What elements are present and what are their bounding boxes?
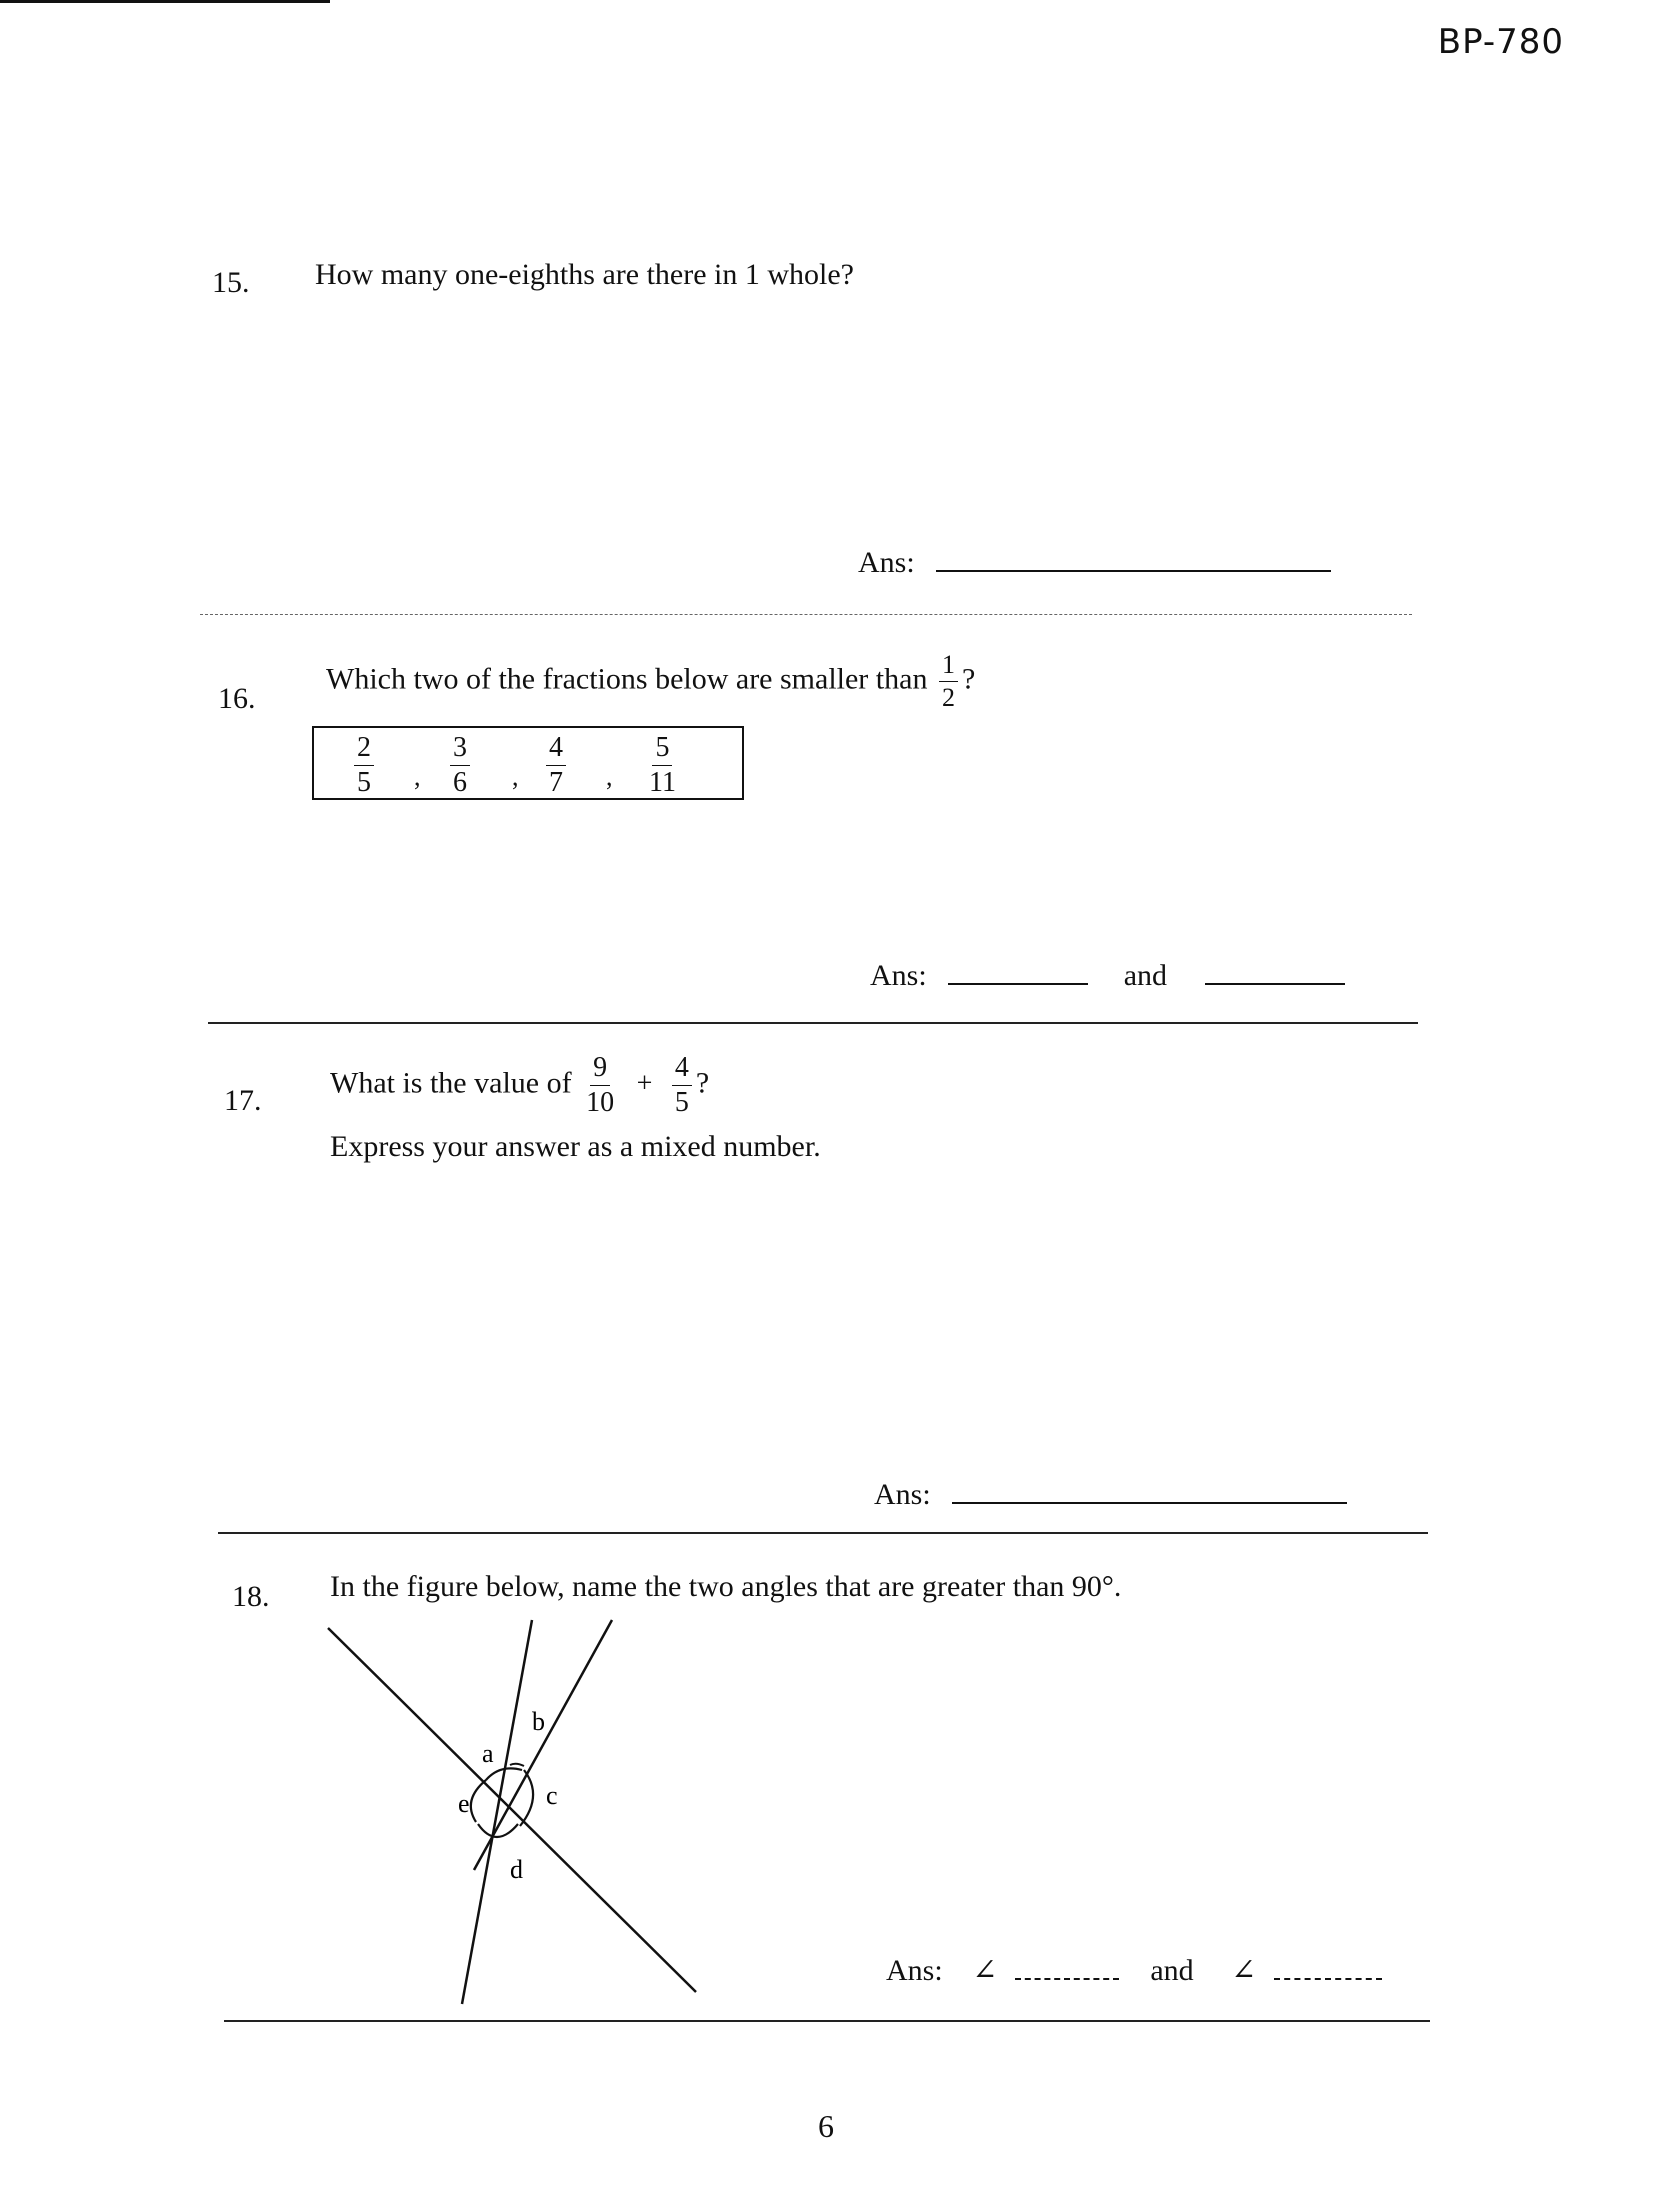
fraction-numerator: 5 bbox=[652, 734, 672, 766]
fraction-b: $\frac{4}{5}$ bbox=[672, 1054, 692, 1117]
question-16-answer bbox=[870, 955, 1345, 993]
angle-icon: ∠ bbox=[1231, 1954, 1257, 1987]
answer-label: Ans: bbox=[870, 959, 927, 992]
label-a: a bbox=[482, 1739, 494, 1768]
label-d: d bbox=[510, 1855, 523, 1884]
label-c: c bbox=[546, 1781, 558, 1810]
question-15-text: How many one-eighths are there in 1 whole? bbox=[315, 258, 854, 291]
divider bbox=[218, 1532, 1428, 1534]
plus-operator: + bbox=[636, 1068, 653, 1100]
divider bbox=[200, 614, 1412, 615]
fraction-numerator: 4 bbox=[546, 734, 566, 766]
fraction-item bbox=[642, 734, 683, 797]
question-17-answer bbox=[874, 1474, 1347, 1512]
fraction-item bbox=[542, 734, 570, 797]
question-16-stem: Which two of the fractions below are smaller than bbox=[326, 662, 928, 696]
answer-blank[interactable] bbox=[952, 1474, 1347, 1504]
answer-blank-1[interactable] bbox=[1015, 1950, 1119, 1980]
answer-label: Ans: bbox=[858, 546, 915, 579]
comma: , bbox=[512, 762, 519, 791]
question-17-text bbox=[330, 1054, 709, 1117]
line-1 bbox=[328, 1628, 696, 1992]
question-18-text: In the figure below, name the two angles that are greater than 90°. bbox=[330, 1570, 1122, 1603]
question-17-instruction: Express your answer as a mixed number. bbox=[330, 1130, 821, 1163]
paper-code: BP-780 bbox=[1437, 22, 1564, 62]
fraction-a: $\frac{9}{10}$ bbox=[586, 1052, 615, 1118]
question-18-number: 18. bbox=[232, 1580, 270, 1613]
angles-figure bbox=[300, 1600, 760, 2020]
fraction-denominator: 6 bbox=[453, 767, 467, 798]
comma: , bbox=[606, 762, 613, 791]
angle-icon: ∠ bbox=[972, 1954, 998, 1987]
arc-b bbox=[510, 1764, 524, 1766]
question-16-text bbox=[326, 652, 975, 711]
label-b: b bbox=[532, 1707, 545, 1736]
fraction-item bbox=[446, 734, 474, 797]
and-connector: and bbox=[1150, 1954, 1194, 1987]
fraction-numerator: 3 bbox=[450, 734, 470, 766]
arc-c bbox=[520, 1770, 533, 1826]
question-17-number: 17. bbox=[224, 1084, 262, 1117]
question-15-number: 15. bbox=[212, 266, 250, 299]
answer-blank-1[interactable] bbox=[948, 955, 1088, 985]
label-e: e bbox=[458, 1789, 470, 1818]
comma: , bbox=[414, 762, 421, 791]
question-16-number: 16. bbox=[218, 682, 256, 715]
question-18-answer bbox=[886, 1950, 1382, 1988]
line-3 bbox=[474, 1620, 612, 1870]
answer-blank-2[interactable] bbox=[1205, 955, 1345, 985]
divider bbox=[224, 2020, 1430, 2022]
answer-blank[interactable] bbox=[936, 542, 1331, 572]
fraction-denominator: 5 bbox=[357, 767, 371, 798]
arc-e bbox=[471, 1780, 486, 1822]
half-fraction: $\frac{1}{2}$ bbox=[939, 652, 958, 711]
and-connector: and bbox=[1123, 959, 1168, 992]
question-mark: ? bbox=[961, 662, 976, 696]
fraction-denominator: 7 bbox=[549, 767, 563, 798]
fraction-item bbox=[350, 734, 378, 797]
question-mark: ? bbox=[695, 1066, 710, 1100]
page-number: 6 bbox=[818, 2108, 834, 2144]
top-edge-line bbox=[0, 0, 330, 3]
fraction-numerator: 2 bbox=[354, 734, 374, 766]
fractions-box bbox=[312, 726, 744, 800]
question-15-answer bbox=[858, 542, 1331, 580]
fraction-denominator: 11 bbox=[649, 767, 676, 798]
divider bbox=[208, 1022, 1418, 1024]
answer-label: Ans: bbox=[874, 1478, 931, 1511]
answer-label: Ans: bbox=[886, 1954, 943, 1987]
question-17-stem: What is the value of bbox=[330, 1066, 572, 1100]
answer-blank-2[interactable] bbox=[1274, 1950, 1382, 1980]
